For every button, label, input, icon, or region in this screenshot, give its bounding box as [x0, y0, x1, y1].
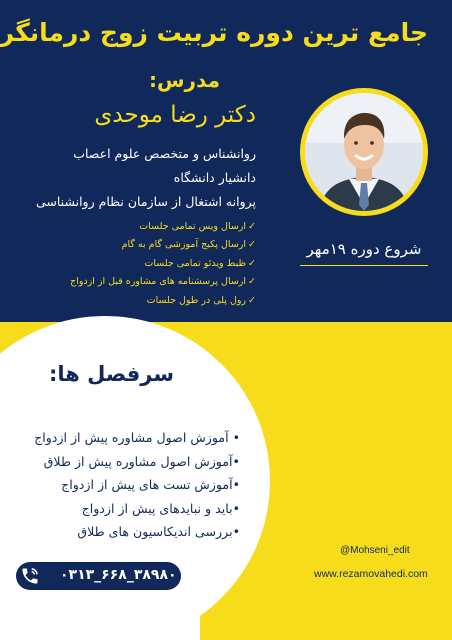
check-icon: ✓ — [248, 276, 256, 288]
feature-label: ارسال ویس تمامی جلسات — [139, 221, 247, 232]
syllabus-item: •آموزش اصول مشاوره پیش از طلاق — [43, 453, 240, 469]
page-title: جامع ترین دوره تربیت زوج درمانگر — [0, 18, 428, 47]
teacher-name: دکتر رضا موحدی — [94, 102, 256, 128]
syllabus-item: •آموزش تست های پیش از ازدواج — [61, 477, 240, 492]
check-icon: ✓ — [248, 294, 256, 306]
syllabus-item: •بررسی اندیکاسیون های طلاق — [77, 524, 240, 539]
feature-label: ظبط ویدئو تمامی جلسات — [144, 257, 247, 269]
phone-icon — [20, 566, 40, 586]
credential-line: دانشیار دانشگاه — [173, 170, 256, 185]
syllabus-list — [34, 426, 240, 544]
social-handle: @Mohseni_edit — [340, 545, 410, 556]
phone-number: ۰۳۱۳_۶۶۸_۳۸۹۸۰ — [60, 567, 177, 583]
feature-list — [70, 218, 256, 310]
feature-item — [70, 218, 256, 236]
feature-item — [70, 273, 256, 291]
portrait-photo — [305, 93, 423, 211]
feature-label: ارسال پکیج آموزشی گام به گام — [121, 239, 247, 251]
website-link[interactable]: www.rezamovahedi.com — [314, 568, 428, 580]
feature-label: رول پلی در طول جلسات — [146, 294, 247, 306]
credential-line: روانشناس و متخصص علوم اعصاب — [73, 146, 256, 161]
check-icon: ✓ — [248, 239, 256, 251]
course-start-date: شروع دوره ۱۹مهر — [306, 240, 422, 258]
feature-label: ارسال پرسشنامه های مشاوره قبل از ازدواج — [70, 276, 247, 288]
feature-item — [70, 255, 256, 273]
portrait-illustration — [305, 93, 423, 211]
syllabus-item: •باید و نبایدهای پیش از ازدواج — [81, 500, 240, 516]
feature-item — [70, 292, 256, 310]
start-underline — [300, 265, 428, 266]
teacher-label: مدرس: — [148, 68, 220, 92]
credential-line: پروانه اشتغال از سازمان نظام روانشناسی — [35, 194, 256, 209]
check-icon: ✓ — [248, 257, 256, 269]
syllabus-title: سرفصل ها: — [48, 362, 174, 386]
feature-item — [70, 236, 256, 254]
check-icon: ✓ — [248, 221, 256, 232]
syllabus-item: • آموزش اصول مشاوره پیش از ازدواج — [34, 430, 240, 445]
